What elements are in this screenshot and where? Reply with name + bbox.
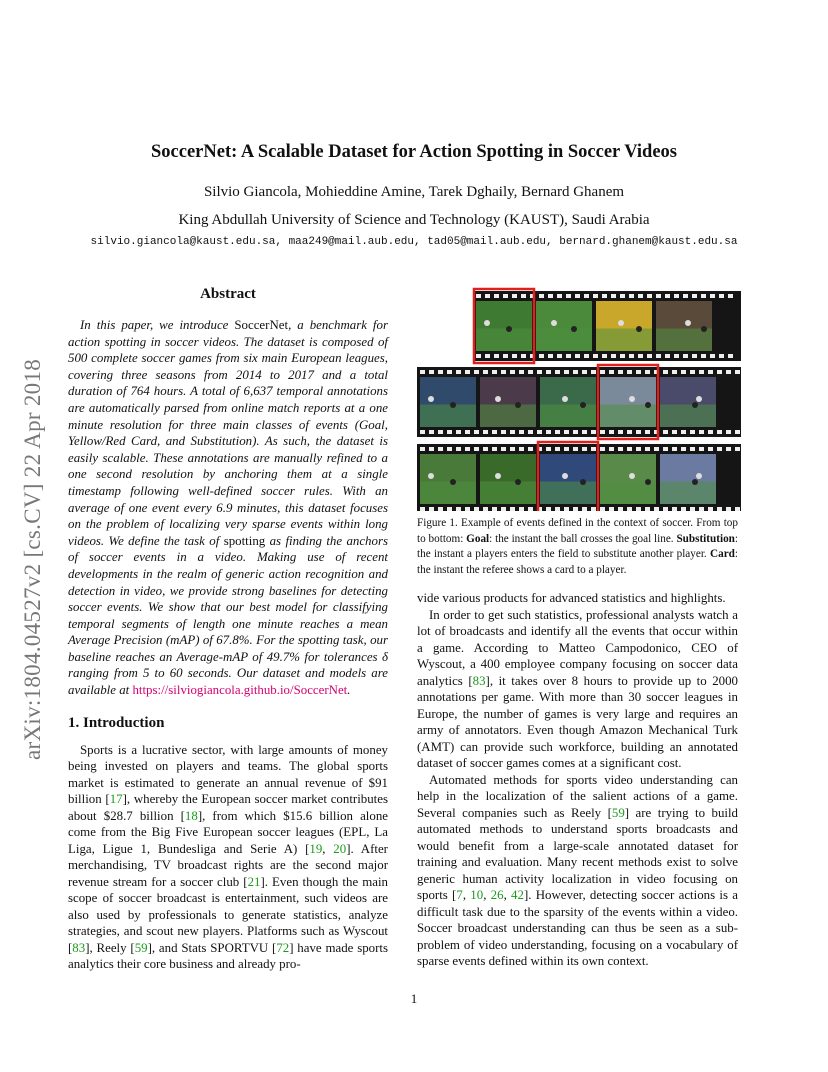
sprocket-hole: [647, 294, 652, 298]
sprocket-hole: [528, 430, 533, 434]
sprocket-hole: [528, 370, 533, 374]
sprocket-hole: [557, 294, 562, 298]
citation-link[interactable]: 83: [72, 940, 86, 955]
pitch-area: [420, 482, 476, 505]
sprocket-hole: [582, 507, 587, 511]
text-run: ], whereby the European soccer market contributes about $28.7 billion [: [68, 792, 388, 823]
sprocket-hole: [546, 507, 551, 511]
sprocket-hole: [602, 294, 607, 298]
sprocket-hole: [564, 447, 569, 451]
player-figure: [696, 473, 702, 479]
pitch-area: [660, 482, 716, 505]
citation-link[interactable]: 20: [333, 841, 347, 856]
sprocket-hole: [564, 430, 569, 434]
sprocket-hole: [663, 430, 668, 434]
sprocket-hole: [555, 507, 560, 511]
sprocket-hole: [611, 354, 616, 358]
sprocket-hole: [629, 294, 634, 298]
sprocket-hole: [501, 447, 506, 451]
text-run: ] are trying to build automated methods to understand sports broadcasts and would benefit from a large-scale annotated dataset for training and evaluation. Many recent methods exist to solve generic human activity localization in video focusing on sports [: [417, 805, 738, 902]
sprocket-hole: [735, 447, 740, 451]
sprocket-hole: [654, 447, 659, 451]
right-column: [417, 590, 738, 970]
sprocket-hole: [546, 447, 551, 451]
sprocket-hole: [717, 447, 722, 451]
sprocket-hole: [645, 447, 650, 451]
sprocket-hole: [503, 294, 508, 298]
sprocket-hole: [528, 447, 533, 451]
player-figure: [562, 396, 568, 402]
sprocket-hole: [609, 507, 614, 511]
player-figure: [645, 479, 651, 485]
sprocket-hole: [627, 430, 632, 434]
abstract-soccernet: SoccerNet: [234, 318, 289, 332]
sprocket-hole: [483, 430, 488, 434]
text-run: Automated methods for sports video understanding can help in the localization of the salient actions of a game. Several companies such as Reely [: [417, 772, 738, 820]
sprocket-hole: [420, 447, 425, 451]
author-emails: silvio.giancola@kaust.edu.sa, maa249@mail.aub.edu, tad05@mail.aub.edu, bernard.ghanem@kaust.edu.sa: [90, 236, 738, 248]
sprocket-hole: [636, 430, 641, 434]
sprocket-hole: [566, 354, 571, 358]
sprocket-hole: [503, 354, 508, 358]
sprocket-hole: [728, 294, 733, 298]
sprocket-hole: [699, 430, 704, 434]
sprocket-hole: [636, 370, 641, 374]
player-figure: [645, 402, 651, 408]
sprocket-hole: [609, 447, 614, 451]
sprocket-hole: [447, 430, 452, 434]
project-link[interactable]: https://silviogiancola.github.io/SoccerNet: [132, 683, 348, 698]
pitch-area: [596, 329, 652, 352]
sprocket-hole: [683, 294, 688, 298]
sprocket-hole: [555, 370, 560, 374]
citation-link[interactable]: 18: [184, 808, 198, 823]
caption-card-label: Card: [710, 548, 735, 560]
sprocket-hole: [710, 294, 715, 298]
figure-caption: [417, 516, 738, 578]
sprocket-hole: [699, 447, 704, 451]
sprocket-hole: [510, 507, 515, 511]
sprocket-hole: [645, 430, 650, 434]
sprocket-hole: [618, 447, 623, 451]
sprocket-hole: [701, 294, 706, 298]
citation-link[interactable]: 42: [511, 888, 524, 902]
sprocket-hole: [519, 430, 524, 434]
sprocket-hole: [618, 430, 623, 434]
sprocket-hole: [492, 447, 497, 451]
sprocket-hole: [699, 507, 704, 511]
sprocket-hole: [620, 294, 625, 298]
sprocket-hole: [575, 354, 580, 358]
sprocket-hole: [494, 354, 499, 358]
sprocket-hole: [557, 354, 562, 358]
citation-link[interactable]: 17: [109, 792, 123, 807]
sprocket-hole: [420, 370, 425, 374]
pitch-area: [540, 482, 596, 505]
sprocket-hole: [521, 294, 526, 298]
intro-continuation: vide various products for advanced statistics and highlights.: [417, 591, 726, 605]
sprocket-hole: [728, 354, 733, 358]
sprocket-hole: [609, 430, 614, 434]
arxiv-identifier: arXiv:1804.04527v2 [cs.CV] 22 Apr 2018: [20, 358, 45, 760]
sprocket-hole: [492, 370, 497, 374]
player-figure: [636, 326, 642, 332]
sprocket-hole: [465, 370, 470, 374]
citation-link[interactable]: 83: [472, 673, 486, 688]
player-figure: [551, 320, 557, 326]
page-number: 1: [410, 991, 418, 1006]
sprocket-hole: [672, 430, 677, 434]
sprocket-hole: [681, 430, 686, 434]
author-list: Silvio Giancola, Mohieddine Amine, Tarek Dghaily, Bernard Ghanem: [203, 184, 625, 200]
sprocket-hole: [672, 447, 677, 451]
sprocket-hole: [582, 447, 587, 451]
pitch-area: [660, 405, 716, 428]
player-figure: [629, 396, 635, 402]
sprocket-hole: [483, 507, 488, 511]
sprocket-hole: [656, 354, 661, 358]
sprocket-hole: [465, 447, 470, 451]
paper-title: SoccerNet: A Scalable Dataset for Action Spotting in Soccer Videos: [150, 142, 677, 162]
sprocket-hole: [573, 370, 578, 374]
pitch-area: [420, 405, 476, 428]
sprocket-hole: [663, 370, 668, 374]
sprocket-hole: [618, 370, 623, 374]
player-figure: [701, 326, 707, 332]
sprocket-hole: [726, 430, 731, 434]
citation-link[interactable]: 59: [134, 940, 148, 955]
sprocket-hole: [636, 447, 641, 451]
sprocket-hole: [627, 447, 632, 451]
sprocket-hole: [710, 354, 715, 358]
sprocket-hole: [690, 370, 695, 374]
sprocket-hole: [654, 507, 659, 511]
sprocket-hole: [719, 294, 724, 298]
caption-substitution-text: : the instant a players enters the field to substitute another player.: [417, 532, 738, 560]
sprocket-hole: [465, 507, 470, 511]
sprocket-hole: [690, 430, 695, 434]
sprocket-hole: [591, 447, 596, 451]
pitch-area: [480, 482, 536, 505]
sprocket-hole: [717, 430, 722, 434]
sprocket-hole: [429, 370, 434, 374]
sprocket-hole: [555, 447, 560, 451]
pitch-area: [480, 405, 536, 428]
sprocket-hole: [735, 507, 740, 511]
citation-link[interactable]: 59: [611, 805, 625, 820]
sprocket-hole: [735, 370, 740, 374]
sprocket-hole: [456, 370, 461, 374]
sprocket-hole: [665, 294, 670, 298]
text-run: ,: [462, 888, 471, 902]
sprocket-hole: [717, 507, 722, 511]
sprocket-hole: [708, 370, 713, 374]
sprocket-hole: [501, 507, 506, 511]
sprocket-hole: [575, 294, 580, 298]
sprocket-hole: [456, 507, 461, 511]
sprocket-hole: [645, 507, 650, 511]
text-run: ,: [322, 841, 334, 856]
sprocket-hole: [447, 447, 452, 451]
sprocket-hole: [620, 354, 625, 358]
abstract-heading: Abstract: [200, 286, 256, 302]
player-figure: [506, 326, 512, 332]
sprocket-hole: [627, 370, 632, 374]
sprocket-hole: [618, 507, 623, 511]
citation-link[interactable]: 72: [276, 940, 290, 955]
text-run: In order to get such statistics, professional analysts watch a lot of broadcasts and identify all the events that occur within a game. According to Matteo Campodonico, CEO of Wyscout, a 400 employee company focusing on soccer data analytics [: [417, 607, 738, 688]
sprocket-hole: [672, 507, 677, 511]
text-run: ]. Even though the main scope of soccer broadcast is entertainment, such videos are also used by professionals to generate statistics, analyze strategies, and scout new players. Platforms such as Wyscout [: [68, 874, 388, 955]
sprocket-hole: [420, 507, 425, 511]
sprocket-hole: [573, 507, 578, 511]
sprocket-hole: [429, 447, 434, 451]
sprocket-hole: [726, 507, 731, 511]
player-figure: [580, 479, 586, 485]
film-strip-figure: [417, 287, 741, 511]
sprocket-hole: [510, 447, 515, 451]
sprocket-hole: [438, 507, 443, 511]
sprocket-hole: [512, 354, 517, 358]
sprocket-hole: [474, 430, 479, 434]
sprocket-hole: [719, 354, 724, 358]
sprocket-hole: [476, 354, 481, 358]
sprocket-hole: [447, 507, 452, 511]
sprocket-hole: [512, 294, 517, 298]
sprocket-hole: [726, 370, 731, 374]
citation-link[interactable]: 26: [490, 888, 504, 902]
sprocket-hole: [492, 430, 497, 434]
abstract-spotting: spotting: [223, 533, 266, 548]
player-figure: [428, 396, 434, 402]
text-run: ], and Stats SPORTVU [: [147, 940, 277, 955]
player-figure: [571, 326, 577, 332]
citation-link[interactable]: 19: [309, 841, 323, 856]
sprocket-hole: [548, 294, 553, 298]
figure-1: [417, 287, 741, 511]
sprocket-hole: [638, 354, 643, 358]
sprocket-hole: [539, 354, 544, 358]
sprocket-hole: [708, 507, 713, 511]
player-figure: [580, 402, 586, 408]
text-run: ,: [503, 888, 512, 902]
sprocket-hole: [420, 430, 425, 434]
sprocket-hole: [699, 370, 704, 374]
sprocket-hole: [539, 294, 544, 298]
sprocket-hole: [638, 294, 643, 298]
sprocket-hole: [593, 294, 598, 298]
sprocket-hole: [476, 294, 481, 298]
sprocket-hole: [485, 354, 490, 358]
introduction-heading: 1. Introduction: [68, 714, 165, 731]
player-figure: [692, 402, 698, 408]
sprocket-hole: [600, 507, 605, 511]
sprocket-hole: [683, 354, 688, 358]
player-figure: [495, 396, 501, 402]
sprocket-hole: [602, 354, 607, 358]
sprocket-hole: [582, 430, 587, 434]
abstract-part-2: , a benchmark for action spotting in soccer videos. The dataset is composed of 500 complete soccer games from six main European leagues, covering three seasons from 2014 to 2017 and a total duration of 764 hours. A total of 6,637 temporal annotations are automatically parsed from online match reports at a one minute resolution for three main classes of events (Goal, Yellow/Red Card, and Substitution). As such, the dataset is easily scalable. These annotations are manually refined to a one second resolution by anchoring them at a single timestamp following well-defined soccer rules. With an average of one event every 6.9 minutes, this dataset focuses on the problem of localizing very sparse events within long videos. We define the task of: [68, 318, 388, 548]
sprocket-hole: [555, 430, 560, 434]
player-figure: [450, 479, 456, 485]
player-figure: [562, 473, 568, 479]
sprocket-hole: [456, 447, 461, 451]
sprocket-hole: [663, 447, 668, 451]
sprocket-hole: [645, 370, 650, 374]
sprocket-hole: [474, 447, 479, 451]
intro-paragraph-1: [68, 742, 388, 973]
sprocket-hole: [501, 370, 506, 374]
sprocket-hole: [636, 507, 641, 511]
sprocket-hole: [584, 354, 589, 358]
player-figure: [692, 479, 698, 485]
player-figure: [629, 473, 635, 479]
sprocket-hole: [593, 354, 598, 358]
sprocket-hole: [629, 354, 634, 358]
player-figure: [484, 320, 490, 326]
sprocket-hole: [510, 370, 515, 374]
sprocket-hole: [627, 507, 632, 511]
sprocket-hole: [474, 370, 479, 374]
sprocket-hole: [474, 507, 479, 511]
text-run: ], Reely [: [85, 940, 135, 955]
sprocket-hole: [681, 370, 686, 374]
sprocket-hole: [566, 294, 571, 298]
player-figure: [696, 396, 702, 402]
sprocket-hole: [519, 507, 524, 511]
intro-paragraph-3: [417, 772, 738, 970]
sprocket-hole: [611, 294, 616, 298]
caption-goal-label: Goal: [466, 532, 490, 545]
sprocket-hole: [456, 430, 461, 434]
player-figure: [428, 473, 434, 479]
sprocket-hole: [528, 507, 533, 511]
sprocket-hole: [708, 430, 713, 434]
sprocket-hole: [447, 370, 452, 374]
sprocket-hole: [564, 507, 569, 511]
sprocket-hole: [501, 430, 506, 434]
sprocket-hole: [591, 507, 596, 511]
caption-lead: Figure 1. Example of events defined in the context of soccer. From top to bottom:: [417, 517, 738, 545]
citation-link[interactable]: 7: [456, 888, 463, 902]
sprocket-hole: [600, 370, 605, 374]
abstract-end: .: [347, 683, 351, 698]
sprocket-hole: [573, 430, 578, 434]
sprocket-hole: [485, 294, 490, 298]
player-figure: [515, 479, 521, 485]
citation-link[interactable]: 10: [470, 888, 484, 902]
sprocket-hole: [681, 447, 686, 451]
sprocket-hole: [519, 370, 524, 374]
text-run: ]. However, detecting soccer actions is a difficult task due to the sparsity of the events within a video. Soccer broadcast understanding can thus be seen as a sub-problem of video understanding, focusing on a vocabulary of sparse events defined within its own context.: [417, 888, 738, 968]
sprocket-hole: [690, 447, 695, 451]
sprocket-hole: [600, 447, 605, 451]
sprocket-hole: [609, 370, 614, 374]
sprocket-hole: [483, 447, 488, 451]
sprocket-hole: [465, 430, 470, 434]
sprocket-hole: [546, 430, 551, 434]
text-run: ]. After merchandising, TV broadcast rights are the second major revenue stream for a soccer club [: [68, 841, 388, 889]
sprocket-hole: [591, 430, 596, 434]
caption-card-text: : the instant the referee shows a card to a player.: [417, 548, 738, 576]
player-figure: [515, 402, 521, 408]
sprocket-hole: [690, 507, 695, 511]
sprocket-hole: [492, 507, 497, 511]
sprocket-hole: [438, 447, 443, 451]
sprocket-hole: [521, 354, 526, 358]
abstract-text: [68, 317, 388, 699]
sprocket-hole: [429, 430, 434, 434]
sprocket-hole: [600, 430, 605, 434]
sprocket-hole: [647, 354, 652, 358]
abstract-part-3: as finding the anchors of soccer events in a video. Making use of recent developments in the realm of generic action recognition and detection in video, we provide strong baselines for detecting soccer events. We show that our best model for classifying temporal segments of length one minute reaches a mean Average Precision (mAP) of 67.8%. For the spotting task, our baseline reaches an Average-mAP of 49.7% for tolerances δ ranging from 5 to 60 seconds. Our dataset and models are available at: [68, 533, 388, 698]
left-column: [68, 286, 388, 973]
sprocket-hole: [519, 447, 524, 451]
sprocket-hole: [674, 354, 679, 358]
sprocket-hole: [429, 507, 434, 511]
text-run: ], from which $15.6 billion alone come from the Big Five European soccer leagues (EPL, La Liga, Ligue 1, Bundesliga and Serie A) [: [68, 808, 388, 856]
pitch-area: [476, 329, 532, 352]
player-figure: [618, 320, 624, 326]
player-figure: [450, 402, 456, 408]
player-figure: [685, 320, 691, 326]
sprocket-hole: [681, 507, 686, 511]
sprocket-hole: [494, 294, 499, 298]
text-run: ], it takes over 8 hours to provide up to 2000 annotations per game. With more than 30 soccer leagues in Europe, the number of games is very large and requires an army of annotators. Even though Amazon Mechanical Turk (AMT) can provide such workforce, building an annotated dataset of soccer games comes at a significant cost.: [417, 673, 738, 770]
sprocket-hole: [692, 354, 697, 358]
sprocket-hole: [537, 370, 542, 374]
sprocket-hole: [674, 294, 679, 298]
sprocket-hole: [438, 370, 443, 374]
sprocket-hole: [663, 507, 668, 511]
sprocket-hole: [692, 294, 697, 298]
sprocket-hole: [582, 370, 587, 374]
intro-paragraph-2: [417, 607, 738, 772]
sprocket-hole: [584, 294, 589, 298]
pitch-area: [540, 405, 596, 428]
sprocket-hole: [564, 370, 569, 374]
sprocket-hole: [701, 354, 706, 358]
sprocket-hole: [573, 447, 578, 451]
pitch-area: [536, 329, 592, 352]
sprocket-hole: [717, 370, 722, 374]
sprocket-hole: [510, 430, 515, 434]
sprocket-hole: [546, 370, 551, 374]
citation-link[interactable]: 21: [247, 874, 261, 889]
text-run: ] have made sports analytics their core business and already pro-: [68, 940, 388, 972]
sprocket-hole: [483, 370, 488, 374]
affiliation: King Abdullah University of Science and Technology (KAUST), Saudi Arabia: [178, 212, 650, 228]
sprocket-hole: [735, 430, 740, 434]
sprocket-hole: [591, 370, 596, 374]
sprocket-hole: [708, 447, 713, 451]
player-figure: [495, 473, 501, 479]
caption-goal-text: : the instant the ball crosses the goal line.: [489, 532, 677, 545]
sprocket-hole: [672, 370, 677, 374]
sprocket-hole: [537, 430, 542, 434]
sprocket-hole: [726, 447, 731, 451]
sprocket-hole: [656, 294, 661, 298]
sprocket-hole: [548, 354, 553, 358]
sprocket-hole: [665, 354, 670, 358]
sprocket-hole: [438, 430, 443, 434]
caption-substitution-label: Substitution: [676, 532, 735, 545]
text-run: Sports is a lucrative sector, with large amounts of money being invested on players and teams. The global sports market is estimated to generate an annual revenue of $91 billion [: [68, 742, 388, 807]
abstract-part-1: In this paper, we introduce: [80, 318, 229, 332]
text-run: ,: [483, 888, 491, 902]
